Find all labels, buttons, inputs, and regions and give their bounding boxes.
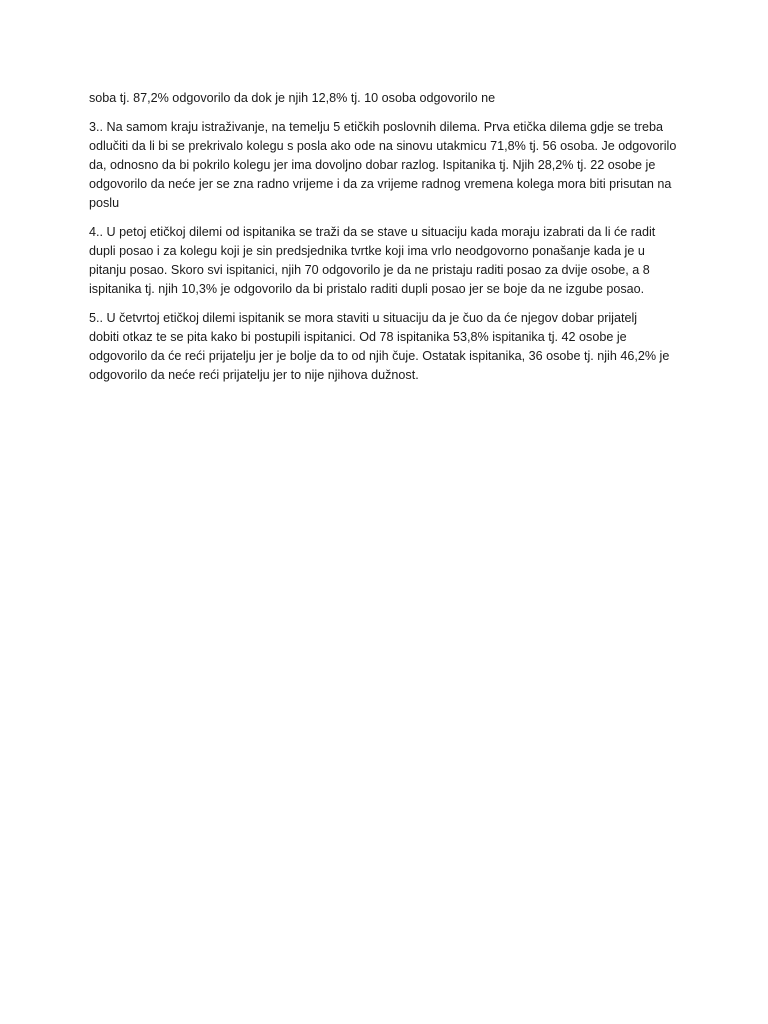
document-body (89, 89, 681, 395)
paragraph-4: 5.. U četvrtoj etičkoj dilemi ispitanik se mora staviti u situaciju da je čuo da će njegov dobar prijatelj dobiti otkaz te se pita kako bi postupili ispitanici. Od 78 ispitanika 53,8% ispitanika tj. 42 osobe je odgovorilo da će reći prijatelju jer je bolje da to od njih čuje. Ostatak ispitanika, 36 osobe tj. njih 46,2% je odgovorilo da neće reći prijatelju jer to nije njihova dužnost. (89, 311, 670, 382)
paragraph-3: 4.. U petoj etičkoj dilemi od ispitanika se traži da se stave u situaciju kada moraju izabrati da li će radit dupli posao i za kolegu koji je sin predsjednika tvrtke koji ima vrlo neodgovorno ponašanje kada je u pitanju posao. Skoro svi ispitanici, njih 70 odgovorilo je da ne pristaju raditi posao za dvije osobe, a 8 ispitanika tj. njih 10,3% je odgovorilo da bi pristalo raditi dupli posao jer se boje da ne izgube posao. (89, 225, 656, 296)
paragraph-2: 3.. Na samom kraju istraživanje, na temelju 5 etičkih poslovnih dilema. Prva etička dilema gdje se treba odlučiti da li bi se prekrivalo kolegu s posla ako ode na sinovu utakmicu 71,8% tj. 56 osoba. Je odgovorilo da, odnosno da bi pokrilo kolegu jer ima dovoljno dobar razlog. Ispitanika tj. Njih 28,2% tj. 22 osobe je odgovorilo da neće jer se zna radno vrijeme i da za vrijeme radnog vremena kolega mora biti prisutan na poslu (89, 120, 677, 210)
paragraph-1: soba tj. 87,2% odgovorilo da dok je njih 12,8% tj. 10 osoba odgovorilo ne (89, 91, 496, 105)
